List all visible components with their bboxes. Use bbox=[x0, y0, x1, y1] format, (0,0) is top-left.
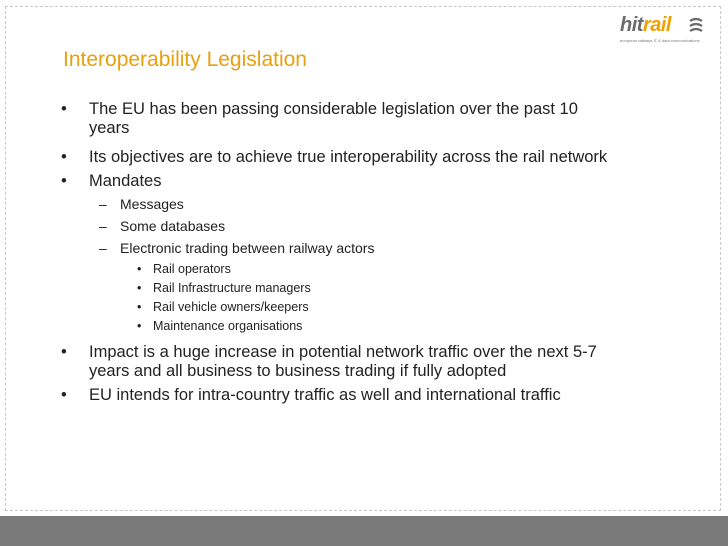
slide-frame bbox=[5, 6, 721, 511]
footer-bar bbox=[0, 516, 728, 546]
bullet-line: Impact is a huge increase in potential network traffic over the next 5-7 bbox=[89, 343, 597, 361]
bullet-marker: • bbox=[61, 172, 67, 190]
dash-marker: – bbox=[99, 218, 107, 234]
bullet-marker: • bbox=[61, 148, 67, 166]
bullet-line: Electronic trading between railway actors bbox=[120, 240, 375, 256]
bullet-line: years bbox=[89, 119, 130, 137]
slide-title: Interoperability Legislation bbox=[63, 48, 307, 71]
bullet-line: years and all business to business trading if fully adopted bbox=[89, 362, 507, 380]
logo-wordmark bbox=[620, 14, 671, 37]
bullet-line: Rail vehicle owners/keepers bbox=[153, 300, 309, 314]
bullet-line: Its objectives are to achieve true interoperability across the rail network bbox=[89, 148, 608, 166]
bullet-item bbox=[61, 100, 578, 138]
bullet-line: Some databases bbox=[120, 218, 226, 234]
sub-bullet-item bbox=[99, 240, 375, 257]
dash-marker: – bbox=[99, 240, 107, 256]
logo-word-rail: rail bbox=[642, 14, 671, 36]
bullet-marker: • bbox=[61, 343, 67, 361]
bullet-line: Rail operators bbox=[153, 262, 231, 276]
bullet-marker: • bbox=[137, 319, 142, 333]
bullet-item bbox=[61, 386, 561, 405]
bullet-line: Rail Infrastructure managers bbox=[153, 281, 311, 295]
sub-sub-bullet-item bbox=[137, 300, 309, 315]
bullet-marker: • bbox=[61, 386, 67, 404]
bullet-line: EU intends for intra-country traffic as well and international traffic bbox=[89, 386, 561, 404]
bullet-marker: • bbox=[137, 300, 142, 314]
hitrail-logo bbox=[616, 14, 716, 50]
sub-sub-bullet-item bbox=[137, 319, 303, 334]
bullet-marker: • bbox=[137, 281, 142, 295]
dash-marker: – bbox=[99, 196, 107, 212]
bullet-line: Mandates bbox=[89, 172, 162, 190]
bullet-line: Maintenance organisations bbox=[153, 319, 303, 333]
sub-sub-bullet-item bbox=[137, 262, 231, 277]
bullet-marker: • bbox=[137, 262, 142, 276]
bullet-item bbox=[61, 148, 608, 167]
sub-bullet-item bbox=[99, 196, 184, 213]
bullet-marker: • bbox=[61, 100, 67, 118]
logo-word-hit: hit bbox=[620, 14, 643, 36]
bullet-item bbox=[61, 343, 597, 381]
bullet-line: Messages bbox=[120, 196, 184, 212]
logo-tagline: european railways IT & data communications bbox=[620, 38, 700, 43]
logo-mark-icon bbox=[688, 17, 704, 35]
bullet-line: The EU has been passing considerable legislation over the past 10 bbox=[89, 100, 578, 118]
bullet-item bbox=[61, 172, 162, 191]
sub-sub-bullet-item bbox=[137, 281, 311, 296]
sub-bullet-item bbox=[99, 218, 226, 235]
